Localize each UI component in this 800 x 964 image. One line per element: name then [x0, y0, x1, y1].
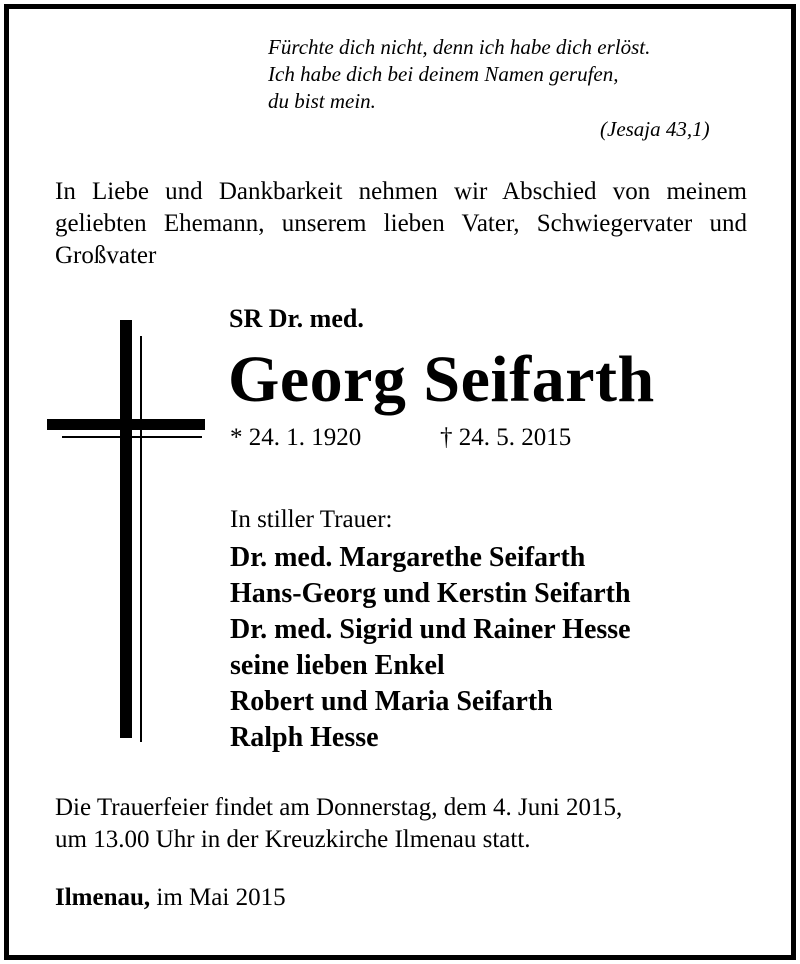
deceased-title: SR Dr. med.	[229, 304, 364, 333]
list-item: Robert und Maria Seifarth	[230, 686, 553, 717]
place-date-text: im Mai 2015	[150, 884, 286, 911]
cross-vertical-beam	[120, 320, 132, 738]
death-date: † 24. 5. 2015	[440, 424, 572, 451]
verse-line: Fürchte dich nicht, denn ich habe dich erlöst.	[268, 35, 651, 59]
list-item: Dr. med. Margarethe Seifarth	[230, 542, 586, 573]
mourners-list	[230, 540, 631, 756]
funeral-line: Die Trauerfeier findet am Donnerstag, dem 4. Juni 2015,	[55, 794, 623, 821]
cross-horizontal-beam	[47, 419, 205, 430]
place-city: Ilmenau,	[55, 884, 151, 911]
deceased-name: Georg Seifarth	[228, 343, 655, 416]
list-item: Ralph Hesse	[230, 722, 379, 753]
intro-text: In Liebe und Dankbarkeit nehmen wir Abschied von meinem geliebten Ehemann, unserem lieben Vater, Schwiegervater und Großvater	[55, 178, 747, 269]
funeral-line: um 13.00 Uhr in der Kreuzkirche Ilmenau statt.	[55, 826, 531, 853]
verse-line: du bist mein.	[268, 89, 376, 113]
verse-line: Ich habe dich bei deinem Namen gerufen,	[268, 62, 619, 86]
verse-reference: (Jesaja 43,1)	[600, 117, 710, 141]
funeral-info	[55, 792, 747, 856]
bible-verse	[268, 34, 650, 115]
mourning-label: In stiller Trauer:	[230, 506, 393, 533]
cross-shadow-vertical	[140, 336, 142, 742]
list-item: seine lieben Enkel	[230, 650, 445, 681]
birth-date: * 24. 1. 1920	[230, 424, 362, 451]
place-date	[55, 884, 286, 912]
cross-icon	[44, 318, 208, 742]
list-item: Hans-Georg und Kerstin Seifarth	[230, 578, 631, 609]
list-item: Dr. med. Sigrid und Rainer Hesse	[230, 614, 631, 645]
